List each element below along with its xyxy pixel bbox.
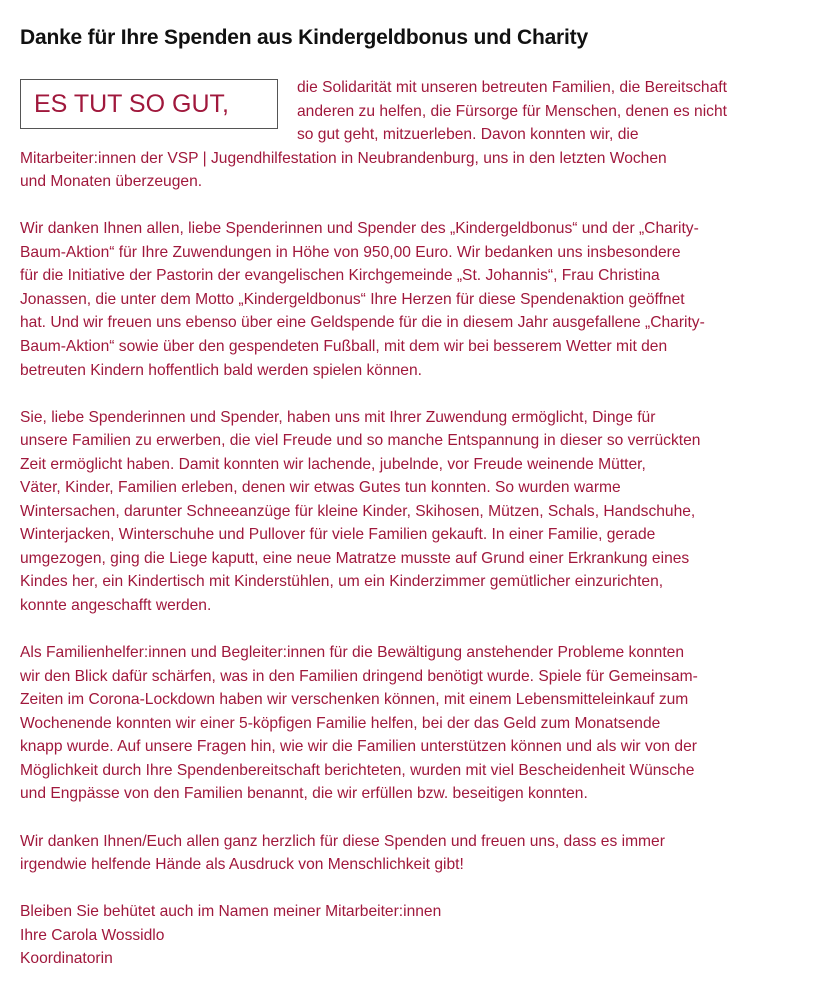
article-body: [20, 76, 820, 994]
text-line: hat. Und wir freuen uns ebenso über eine Geldspende für die in diesem Jahr ausgefallene „Charity-: [20, 314, 705, 332]
text-line: und Engpässe von den Familien benannt, die wir erfüllen bzw. beseitigen konnten.: [20, 785, 588, 803]
paragraph: [20, 830, 820, 877]
text-line: Baum-Aktion“ für Ihre Zuwendungen in Höhe von 950,00 Euro. Wir bedanken uns insbesondere: [20, 243, 681, 261]
callout-text: ES TUT SO GUT,: [34, 90, 229, 118]
text-line: Koordinatorin: [20, 950, 113, 968]
text-line: konnte angeschafft werden.: [20, 597, 212, 615]
text-line: betreuten Kindern hoffentlich bald werden spielen können.: [20, 361, 422, 379]
paragraph: [20, 406, 820, 618]
text-line: irgendwie helfende Hände als Ausdruck von Menschlichkeit gibt!: [20, 856, 464, 874]
text-line: die Solidarität mit unseren betreuten Familien, die Bereitschaft: [297, 79, 727, 96]
text-line: wir den Blick dafür schärfen, was in den Familien dringend benötigt wurde. Spiele für Gemeinsam-: [20, 667, 698, 685]
text-line: knapp wurde. Auf unsere Fragen hin, wie wir die Familien unterstützen können und als wir von der: [20, 738, 697, 756]
text-line: Winterjacken, Winterschuhe und Pullover für viele Familien gekauft. In einer Familie, gerade: [20, 526, 656, 544]
text-line: Wintersachen, darunter Schneeanzüge für kleine Kinder, Skihosen, Mützen, Schals, Handschuhe,: [20, 502, 696, 520]
text-line: Möglichkeit durch Ihre Spendenbereitschaft berichteten, wurden mit viel Bescheidenheit Wünsche: [20, 761, 695, 779]
text-line: unsere Familien zu erwerben, die viel Freude und so manche Entspannung in dieser so verrückten: [20, 432, 701, 450]
text-line: Väter, Kinder, Familien erleben, denen wir etwas Gutes tun konnten. So wurden warme: [20, 479, 621, 497]
text-line: so gut geht, mitzuerleben. Davon konnten wir, die: [297, 126, 639, 144]
paragraph: [20, 900, 820, 971]
text-line: Jonassen, die unter dem Motto „Kindergeldbonus“ Ihre Herzen für diese Spendenaktion geöffnet: [20, 290, 685, 308]
text-line: Sie, liebe Spenderinnen und Spender, haben uns mit Ihrer Zuwendung ermöglicht, Dinge für: [20, 408, 656, 426]
text-line: Kindes her, ein Kindertisch mit Kinderstühlen, um ein Kinderzimmer gemütlicher einzurichten,: [20, 573, 664, 591]
paragraph: [20, 641, 820, 806]
text-line: Wochenende konnten wir einer 5-köpfigen Familie helfen, bei der das Geld zum Monatsende: [20, 714, 661, 732]
text-line: Wir danken Ihnen/Euch allen ganz herzlich für diese Spenden und freuen uns, dass es immer: [20, 832, 665, 850]
text-line: umgezogen, ging die Liege kaputt, eine neue Matratze musste auf Grund einer Erkrankung eines: [20, 549, 690, 567]
text-line: und Monaten überzeugen.: [20, 173, 203, 191]
paragraph: [20, 217, 820, 382]
text-line: Zeiten im Corona-Lockdown haben wir verschenken können, mit einem Lebensmitteleinkauf zum: [20, 691, 689, 709]
text-line: anderen zu helfen, die Fürsorge für Menschen, denen es nicht: [297, 102, 727, 120]
paragraph: [20, 76, 820, 194]
text-line: Baum-Aktion“ sowie über den gespendeten Fußball, mit dem wir bei besserem Wetter mit den: [20, 338, 668, 356]
text-line: Zeit ermöglicht haben. Damit konnten wir lachende, jubelnde, vor Freude weinende Mütter,: [20, 455, 646, 473]
text-line: Wir danken Ihnen allen, liebe Spenderinnen und Spender des „Kindergeldbonus“ und der „Charity-: [20, 220, 699, 238]
text-line: Mitarbeiter:innen der VSP | Jugendhilfestation in Neubrandenburg, uns in den letzten Wochen: [20, 149, 667, 167]
text-line: Ihre Carola Wossidlo: [20, 926, 165, 944]
text-line: für die Initiative der Pastorin der evangelischen Kirchgemeinde „St. Johannis“, Frau Christina: [20, 267, 660, 285]
page-title: Danke für Ihre Spenden aus Kindergeldbonus und Charity: [20, 26, 588, 50]
text-line: Bleiben Sie behütet auch im Namen meiner Mitarbeiter:innen: [20, 903, 442, 921]
text-line: Als Familienhelfer:innen und Begleiter:innen für die Bewältigung anstehender Probleme konnten: [20, 644, 685, 662]
